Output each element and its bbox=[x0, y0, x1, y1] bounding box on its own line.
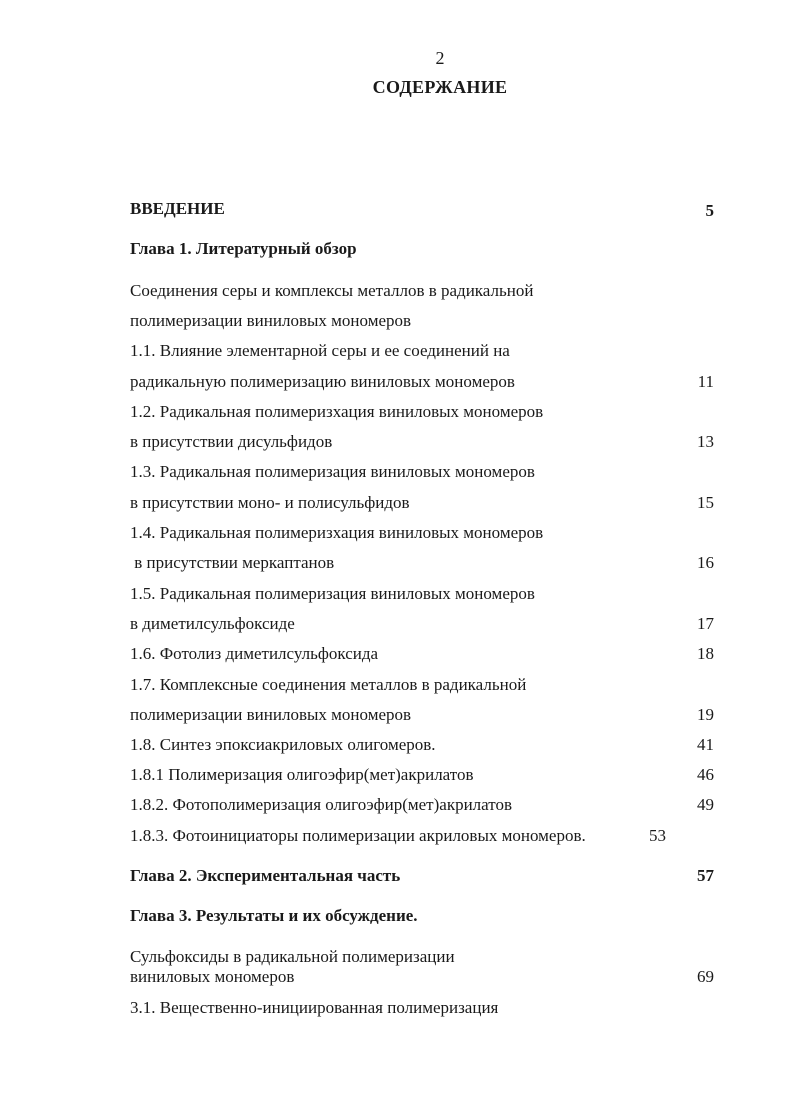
toc-page-number: 41 bbox=[697, 735, 714, 754]
toc-page-number: 13 bbox=[697, 432, 714, 451]
toc-entry: 1.2. Радикальная полимеризхация виниловых мономеров bbox=[130, 402, 544, 421]
toc-page-number: 19 bbox=[697, 705, 714, 724]
toc-entry: в присутствии дисульфидов bbox=[130, 432, 333, 451]
toc-entry: в присутствии моно- и полисульфидов bbox=[130, 493, 410, 512]
toc-entry: Глава 2. Экспериментальная часть bbox=[130, 866, 401, 885]
toc-entry: 1.7. Комплексные соединения металлов в радикальной bbox=[130, 675, 527, 694]
toc-entry: виниловых мономеров bbox=[130, 967, 295, 986]
toc-entry: в присутствии меркаптанов bbox=[130, 553, 335, 572]
toc-entry: в диметилсульфоксиде bbox=[130, 614, 295, 633]
toc-entry: 1.4. Радикальная полимеризхация виниловых мономеров bbox=[130, 523, 544, 542]
toc-entry: 3.1. Вещественно-инициированная полимеризация bbox=[130, 998, 499, 1017]
toc-page-number: 18 bbox=[697, 644, 714, 663]
toc-entry: 1.5. Радикальная полимеризация виниловых мономеров bbox=[130, 584, 535, 603]
toc-page-number: 69 bbox=[697, 967, 714, 986]
toc-entry: 1.1. Влияние элементарной серы и ее соединений на bbox=[130, 341, 510, 360]
toc-entry: полимеризации виниловых мономеров bbox=[130, 311, 412, 330]
toc-entry: Соединения серы и комплексы металлов в радикальной bbox=[130, 281, 534, 300]
toc-entry: Глава 3. Результаты и их обсуждение. bbox=[130, 906, 418, 925]
toc-entry: 1.6. Фотолиз диметилсульфоксида bbox=[130, 644, 379, 663]
toc-page-number: 16 bbox=[697, 553, 714, 572]
toc-page-number: 57 bbox=[697, 866, 714, 885]
toc-entry: 1.8.3. Фотоинициаторы полимеризации акриловых мономеров. bbox=[130, 826, 586, 845]
toc-page-number: 5 bbox=[705, 201, 714, 220]
toc-page-number: 17 bbox=[697, 614, 714, 633]
toc-entry: ВВЕДЕНИЕ bbox=[130, 199, 225, 218]
toc-entry: радикальную полимеризацию виниловых мономеров bbox=[130, 372, 515, 391]
toc-page-number: 53 bbox=[649, 826, 666, 845]
toc-entry: 1.8.1 Полимеризация олигоэфир(мет)акрилатов bbox=[130, 765, 474, 784]
toc-entry: 1.8. Синтез эпоксиакриловых олигомеров. bbox=[130, 735, 436, 754]
toc-page-number: 46 bbox=[697, 765, 714, 784]
toc-page-number: 15 bbox=[697, 493, 714, 512]
toc-page-number: 11 bbox=[697, 372, 714, 391]
page-title: СОДЕРЖАНИЕ bbox=[372, 77, 508, 97]
toc-entry: Сульфоксиды в радикальной полимеризации bbox=[130, 947, 455, 966]
toc-entry: Глава 1. Литературный обзор bbox=[130, 239, 357, 258]
page-number: 2 bbox=[435, 48, 445, 68]
toc-entry: 1.3. Радикальная полимеризация виниловых мономеров bbox=[130, 462, 535, 481]
toc-page-number: 49 bbox=[697, 795, 714, 814]
toc-entry: 1.8.2. Фотополимеризация олигоэфир(мет)акрилатов bbox=[130, 795, 512, 814]
toc-entry: полимеризации виниловых мономеров bbox=[130, 705, 412, 724]
